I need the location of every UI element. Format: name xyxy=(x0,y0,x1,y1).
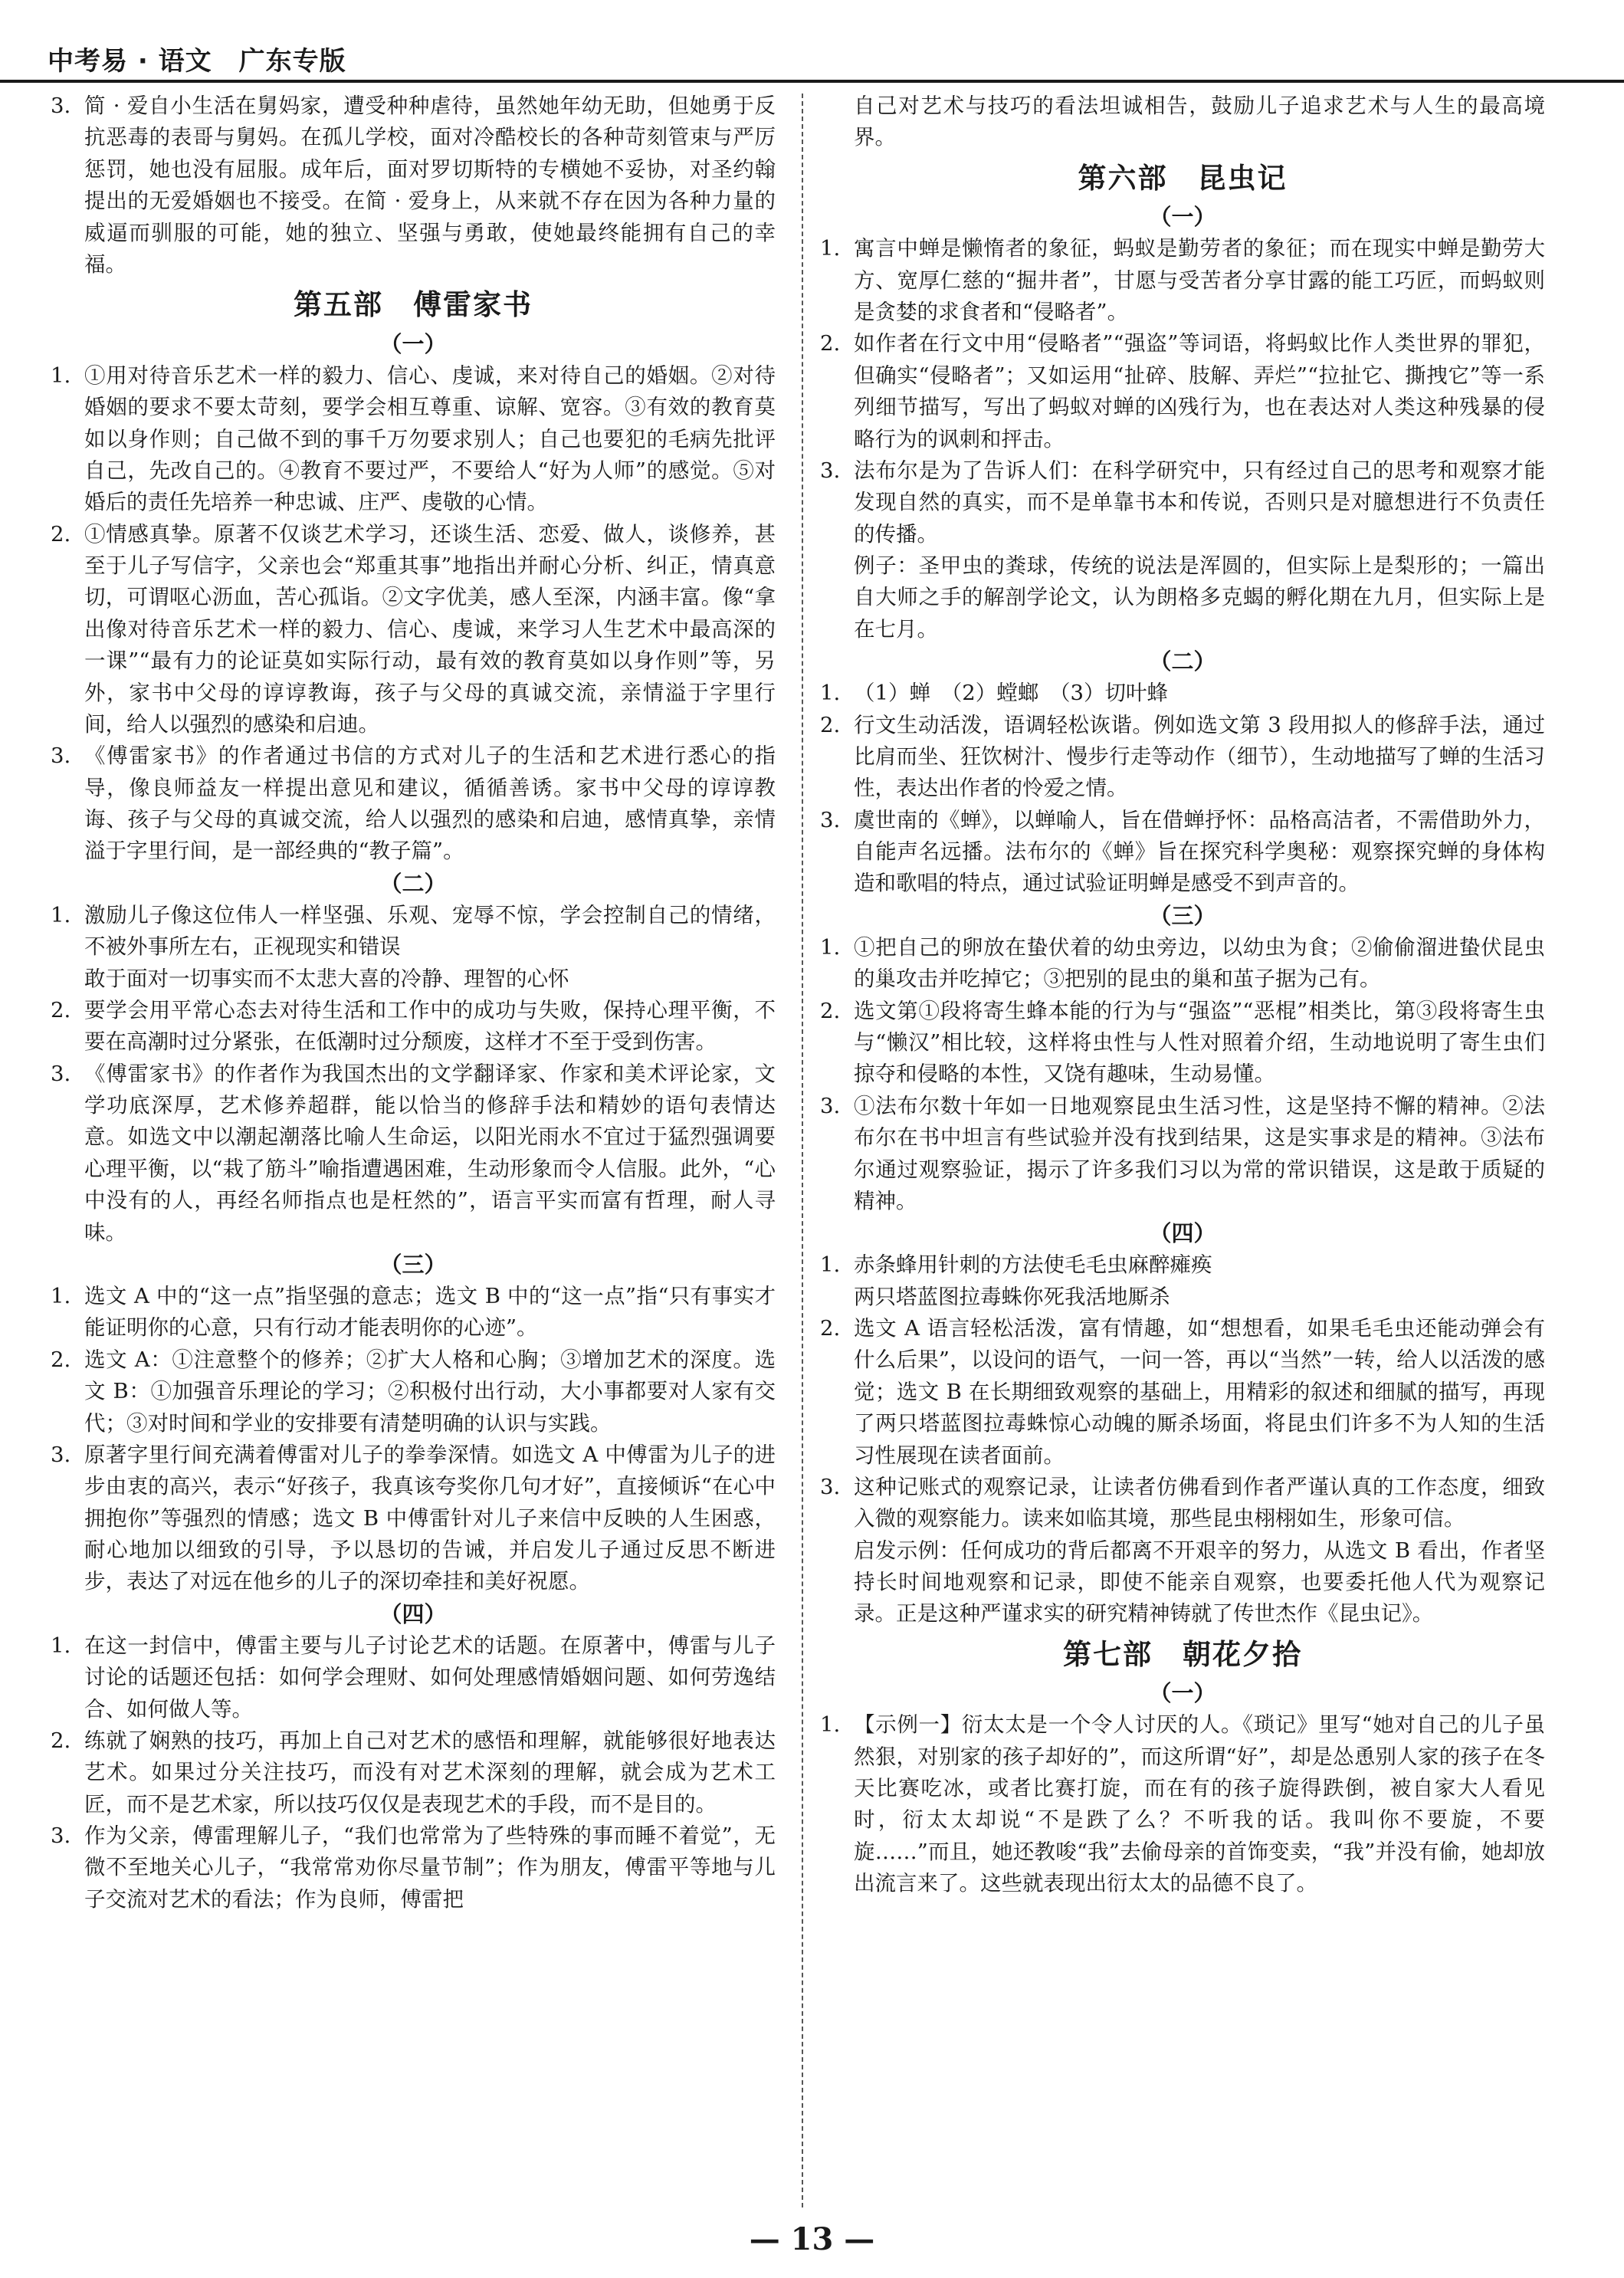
list-item: 2. ①情感真挚。原著不仅谈艺术学习，还谈生活、恋爱、做人，谈修养，甚至于儿子写信字，父亲也会“郑重其事”地指出并耐心分析、纠正，情真意切，可谓呕心沥血，苦心孤诣。②文字优美，感人至深，内涵丰富。像“拿出像对待音乐艺术一样的毅力、信心、虔诚，来学习人生艺术中最高深的一课”“最有力的论证莫如实际行动，最有效的教育莫如以身作则”等，另外，家书中父母的谆谆教诲，孩子与父母的真诚交流，亲情溢于字里行间，给人以强烈的感染和启迪。 xyxy=(51,521,776,737)
list-item: 1. （1）蝉 （2）螳螂 （3）切叶蜂 xyxy=(820,681,1168,706)
section-title: （一） xyxy=(1149,1680,1216,1707)
list-item: 3. 法布尔是为了告诉人们：在科学研究中，只有经过自己的思考和观察才能发现自然的真实，而不是单靠书本和传说，否则只是对臆想进行不负责任的传播。 xyxy=(820,458,1545,547)
section-title: （二） xyxy=(379,870,447,897)
list-item: 2. 如作者在行文中用“侵略者”“强盗”等词语，将蚂蚁比作人类世界的罪犯，但确实“侵略者”；又如运用“扯碎、肢解、弄烂”“拉扯它、撕拽它”等一系列细节描写，写出了蚂蚁对蝉的凶残行为，也在表达对人类这种残暴的侵略行为的讽刺和抨击。 xyxy=(820,331,1545,451)
page-number: — 13 — xyxy=(749,2221,875,2257)
continued-text: 自己对艺术与技巧的看法坦诚相告，鼓励儿子追求艺术与人生的最高境界。 xyxy=(854,94,1545,150)
list-item: 1. 选文 A 中的“这一点”指坚强的意志；选文 B 中的“这一点”指“只有事实才能证明你的心意，只有行动才能表明你的心迹”。 xyxy=(51,1284,776,1341)
right-column xyxy=(820,90,1545,1900)
part6-title: 第六部 昆虫记 xyxy=(1078,161,1288,195)
list-item: 1. ①把自己的卵放在蛰伏着的幼虫旁边，以幼虫为食；②偷偷溜进蛰伏昆虫的巢攻击并吃掉它；③把别的昆虫的巢和茧子据为己有。 xyxy=(820,934,1545,992)
header-rule xyxy=(0,80,1624,83)
list-item: 2. 行文生动活泼，语调轻松诙谐。例如选文第 3 段用拟人的修辞手法，通过比肩而坐、狂饮树汁、慢步行走等动作（细节），生动地描写了蝉的生活习性，表达出作者的怜爱之情。 xyxy=(820,712,1545,801)
book-header-title: 中考易 · 语文 广东专版 xyxy=(48,46,346,77)
part7-title: 第七部 朝花夕拾 xyxy=(1063,1637,1302,1671)
list-item: 2. 选文 A：①注意整个的修养；②扩大人格和心胸；③增加艺术的深度。选文 B：①加强音乐理论的学习；②积极付出行动，大小事都要对人家有交代；③对时间和学业的安排要有清楚明确的认识与实践。 xyxy=(51,1347,776,1436)
section-title: （一） xyxy=(379,330,447,357)
list-item: 1. 激励儿子像这位伟人一样坚强、乐观、宠辱不惊，学会控制自己的情绪，不被外事所左右，正视现实和错误 xyxy=(51,902,776,960)
section-title: （三） xyxy=(1149,902,1216,929)
list-item: 1. 在这一封信中，傅雷主要与儿子讨论艺术的话题。在原著中，傅雷与儿子讨论的话题还包括：如何学会理财、如何处理感情婚姻问题、如何劳逸结合、如何做人等。 xyxy=(51,1633,776,1722)
section-title: （一） xyxy=(1149,204,1216,231)
list-item: 1. 【示例一】衍太太是一个令人讨厌的人。《琐记》里写“她对自己的儿子虽然狠，对别家的孩子却好的”，而这所谓“好”，却是怂恿别人家的孩子在冬天比赛吃冰，或者比赛打旋，而在有的孩子旋得跌倒，被自家大人看见时，衍太太却说“不是跌了么？不听我的话。我叫你不要旋，不要旋……”而且，她还教唆“我”去偷母亲的首饰变卖，“我”并没有偷，她却放出流言来了。这些就表现出衍太太的品德不良了。 xyxy=(820,1712,1545,1896)
list-item: 1. 赤条蜂用针刺的方法使毛毛虫麻醉瘫痪 xyxy=(820,1252,1212,1278)
list-item: 3. 《傅雷家书》的作者作为我国杰出的文学翻译家、作家和美术评论家，文学功底深厚，艺术修养超群，能以恰当的修辞手法和精妙的语句表情达意。如选文中以潮起潮落比喻人生命运，以阳光雨水不宜过于猛烈强调要心理平衡，以“栽了筋斗”喻指遭遇困难，生动形象而令人信服。此外，“心中没有的人，再经名师指点也是枉然的”，语言平实而富有哲理，耐人寻味。 xyxy=(51,1061,776,1245)
left-column xyxy=(51,90,776,1915)
column-divider xyxy=(802,94,803,2207)
list-item: 2. 选文第①段将寄生蜂本能的行为与“强盗”“恶棍”相类比，第③段将寄生虫与“懒汉”相比较，这样将虫性与人性对照着介绍，生动地说明了寄生虫们掠夺和侵略的本性，又饶有趣味，生动易懂。 xyxy=(820,998,1545,1087)
part5-title: 第五部 傅雷家书 xyxy=(294,288,533,322)
list-item-extra: 两只塔蓝图拉毒蛛你死我活地厮杀 xyxy=(854,1284,1170,1309)
list-item-extra: 敢于面对一切事实而不太悲大喜的冷静、理智的心怀 xyxy=(84,966,569,991)
list-item-extra: 例子：圣甲虫的粪球，传统的说法是浑圆的，但实际上是梨形的；一篇出自大师之手的解剖学论文，认为朗格多克蝎的孵化期在九月，但实际上是在七月。 xyxy=(854,553,1545,642)
list-item: 3. ①法布尔数十年如一日地观察昆虫生活习性，这是坚持不懈的精神。②法布尔在书中坦言有些试验并没有找到结果，这是实事求是的精神。③法布尔通过观察验证，揭示了许多我们习以为常的常识错误，这是敢于质疑的精神。 xyxy=(820,1093,1545,1213)
list-item: 3. 这种记账式的观察记录，让读者仿佛看到作者严谨认真的工作态度，细致入微的观察能力。读来如临其境，那些昆虫栩栩如生，形象可信。 xyxy=(820,1474,1545,1531)
list-item: 3. 虞世南的《蝉》，以蝉喻人，旨在借蝉抒怀：品格高洁者，不需借助外力，自能声名远播。法布尔的《蝉》旨在探究科学奥秘：观察探究蝉的身体构造和歌唱的特点，通过试验证明蝉是感受不到声音的。 xyxy=(820,807,1545,896)
list-item: 2. 要学会用平常心态去对待生活和工作中的成功与失败，保持心理平衡，不要在高潮时过分紧张，在低潮时过分颓废，这样才不至于受到伤害。 xyxy=(51,997,776,1055)
section-title: （二） xyxy=(1149,648,1216,675)
section-title: （三） xyxy=(379,1251,447,1278)
list-item: 1. ①用对待音乐艺术一样的毅力、信心、虔诚，来对待自己的婚姻。②对待婚姻的要求不要太苛刻，要学会相互尊重、谅解、宽容。③有效的教育莫如以身作则；自己做不到的事千万勿要求别人；自己也要犯的毛病先批评自己，先改自己的。④教育不要过严，不要给人“好为人师”的感觉。⑤对婚后的责任先培养一种忠诚、庄严、虔敬的心情。 xyxy=(51,363,776,515)
list-item: 3. 《傅雷家书》的作者通过书信的方式对儿子的生活和艺术进行悉心的指导，像良师益友一样提出意见和建议，循循善诱。家书中父母的谆谆教诲、孩子与父母的真诚交流，给人以强烈的感染和启迪，感情真挚，亲情溢于字里行间，是一部经典的“教子篇”。 xyxy=(51,743,776,864)
list-item: 3. 原著字里行间充满着傅雷对儿子的拳拳深情。如选文 A 中傅雷为儿子的进步由衷的高兴，表示“好孩子，我真该夸奖你几句才好”，直接倾诉“在心中拥抱你”等强烈的情感；选文 B 中傅雷针对儿子来信中反映的人生困惑，耐心地加以细致的引导，予以恳切的告诫，并启发儿子通过反思不断进步，表达了对远在他乡的儿子的深切牵挂和美好祝愿。 xyxy=(51,1442,776,1594)
list-item: 2. 选文 A 语言轻松活泼，富有情趣，如“想想看，如果毛毛虫还能动弹会有什么后果”，以设问的语气，一问一答，再以“当然”一转，给人以活泼的感觉；选文 B 在长期细致观察的基础上，用精彩的叙述和细腻的描写，再现了两只塔蓝图拉毒蛛惊心动魄的厮杀场面，将昆虫们许多不为人知的生活习性展现在读者面前。 xyxy=(820,1316,1545,1468)
list-item: 2. 练就了娴熟的技巧，再加上自己对艺术的感悟和理解，就能够很好地表达艺术。如果过分关注技巧，而没有对艺术深刻的理解，就会成为艺术工匠，而不是艺术家，所以技巧仅仅是表现艺术的手段，而不是目的。 xyxy=(51,1728,776,1817)
list-item: 1. 寓言中蝉是懒惰者的象征，蚂蚁是勤劳者的象征；而在现实中蝉是勤劳大方、宽厚仁慈的“掘井者”，甘愿与受苦者分享甘露的能工巧匠，而蚂蚁则是贪婪的求食者和“侵略者”。 xyxy=(820,236,1545,325)
list-item: 3. 作为父亲，傅雷理解儿子，“我们也常常为了些特殊的事而睡不着觉”，无微不至地关心儿子，“我常常劝你尽量节制”；作为朋友，傅雷平等地与儿子交流对艺术的看法；作为良师，傅雷把 xyxy=(51,1823,776,1912)
list-item-extra: 启发示例：任何成功的背后都离不开艰辛的努力，从选文 B 看出，作者坚持长时间地观察和记录，即使不能亲自观察，也要委托他人代为观察记录。正是这种严谨求实的研究精神铸就了传世杰作《昆虫记》。 xyxy=(854,1538,1545,1626)
section-title: （四） xyxy=(379,1600,447,1627)
section-title: （四） xyxy=(1149,1220,1216,1247)
item-text: 简 · 爱自小生活在舅妈家，遭受种种虐待，虽然她年幼无助，但她勇于反抗恶毒的表哥与舅妈。在孤儿学校，面对冷酷校长的各种苛刻管束与严厉惩罚，她也没有屈服。成年后，面对罗切斯特的专横她不妥协，对圣约翰提出的无爱婚姻也不接受。在简 · 爱身上，从来就不存在因为各种力量的威逼而驯服的可能，她的独立、坚强与勇敢，使她最终能拥有自己的幸福。 xyxy=(84,94,776,277)
list-item: 3. 简 · 爱自小生活在舅妈家，遭受种种虐待，虽然她年幼无助，但她勇于反抗恶毒的表哥与舅妈。在孤儿学校，面对冷酷校长的各种苛刻管束与严厉惩罚，她也没有屈服。成年后，面对罗切斯特的专横她不妥协，对圣约翰提出的无爱婚姻也不接受。在简 · 爱身上，从来就不存在因为各种力量的威逼而驯服的可能，她的独立、坚强与勇敢，使她最终能拥有自己的幸福。 xyxy=(51,94,776,277)
